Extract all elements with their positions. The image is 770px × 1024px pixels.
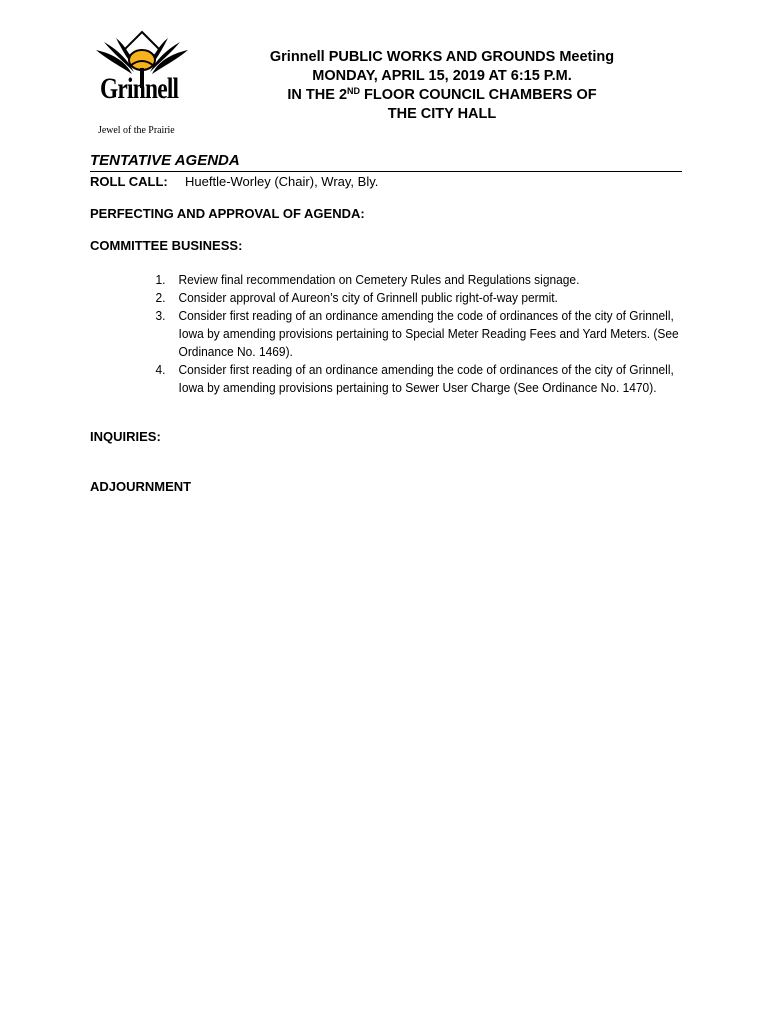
meeting-location-cont: THE CITY HALL (387, 106, 497, 122)
meeting-location: IN THE 2ND FLOOR COUNCIL CHAMBERS OF (287, 86, 597, 103)
agenda-title: TENTATIVE AGENDA (90, 152, 240, 169)
adjournment-heading: ADJOURNMENT (90, 479, 192, 494)
city-logo (86, 30, 198, 136)
committee-heading: COMMITTEE BUSINESS: (90, 238, 243, 253)
meeting-date: MONDAY, APRIL 15, 2019 AT 6:15 P.M. (312, 68, 572, 84)
meeting-header (248, 48, 636, 124)
logo-wordmark: Grinnell (100, 72, 179, 105)
inquiries-heading: INQUIRIES: (90, 429, 161, 444)
roll-call-members: Hueftle-Worley (Chair), Wray, Bly. (185, 174, 379, 189)
title-divider (90, 171, 682, 172)
roll-call-label: ROLL CALL: (90, 174, 168, 189)
agenda-item: 1. Review final recommendation on Cemetery Rules and Regulations signage. (155, 272, 580, 287)
logo-tagline: Jewel of the Prairie (98, 124, 175, 136)
agenda-item: 2. Consider approval of Aureon’s city of Grinnell public right-of-way permit. (155, 290, 558, 305)
agenda-item: 4. Consider first reading of an ordinance amending the code of ordinances of the city of Grinnell, Iowa by amending provisions pertaining to Sewer User Charge (See Ordinance No. 1470). (155, 362, 674, 395)
meeting-title: Grinnell PUBLIC WORKS AND GROUNDS Meeting (269, 49, 615, 65)
roll-call (90, 174, 378, 189)
committee-items (150, 271, 690, 397)
perfecting-heading: PERFECTING AND APPROVAL OF AGENDA: (90, 206, 365, 221)
agenda-item: 3. Consider first reading of an ordinance amending the code of ordinances of the city of Grinnell, Iowa by amending provisions pertaining to Special Meter Reading Fees and Yard Meters. (See Ordinance No. 1469). (155, 308, 679, 359)
